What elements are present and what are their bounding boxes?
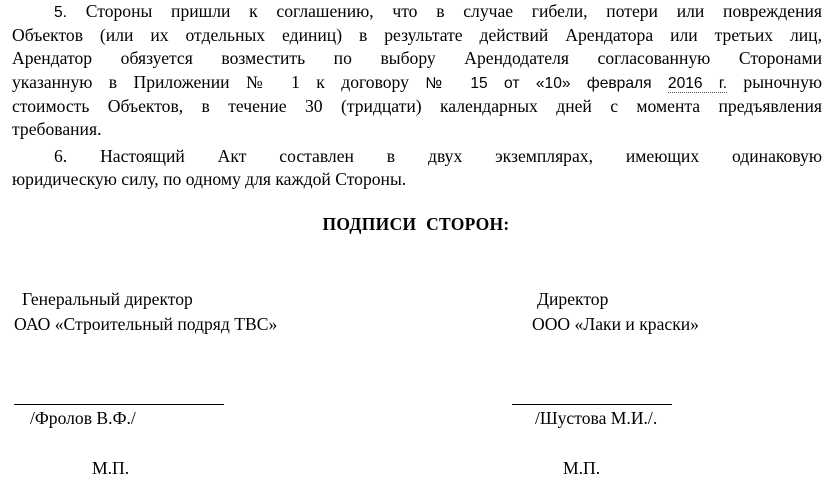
right-party-organization: ООО «Лаки и краски» — [532, 314, 699, 334]
right-seal-mark: М.П. — [563, 458, 601, 478]
paragraph-5-line-3: Арендатор обязуется возместить по выбору Арендодателя согласованную Сторонами — [12, 48, 822, 69]
signatures-heading: ПОДПИСИ СТОРОН: — [322, 214, 510, 234]
paragraph-number: 5. — [54, 4, 68, 21]
paragraph-5-line-5: стоимость Объектов, в течение 30 (тридцати) календарных дней с момента предъявления — [12, 95, 822, 116]
paragraph-5-text-4-pre: указанную в Приложении № 1 к договору — [12, 71, 426, 92]
paragraph-6-line-1: 6. Настоящий Акт составлен в двух экземплярах, имеющих одинаковую — [54, 146, 822, 166]
left-party-position: Генеральный директор — [22, 289, 193, 309]
right-signature-line — [512, 404, 672, 405]
paragraph-5-text-4-post: рыночную — [727, 71, 823, 92]
right-party-position: Директор — [537, 289, 609, 309]
right-signature-name: /Шустова М.И./. — [535, 408, 658, 428]
paragraph-5-line-1 — [12, 0, 822, 24]
contract-reference: № 15 от «10» февраля — [425, 74, 668, 92]
contract-year: 2016 г. — [667, 74, 728, 92]
paragraph-5 — [12, 0, 822, 141]
left-signature-line — [14, 404, 224, 405]
paragraph-6 — [12, 145, 822, 191]
paragraph-5-line-6: требования. — [12, 119, 102, 140]
left-party-organization: ОАО «Строительный подряд ТВС» — [14, 314, 278, 334]
paragraph-5-line-4 — [12, 71, 822, 95]
left-signature-name: /Фролов В.Ф./ — [30, 408, 136, 428]
paragraph-5-text-1: Стороны пришли к соглашению, что в случае гибели, потери или повреждения — [67, 1, 822, 21]
left-seal-mark: М.П. — [92, 458, 130, 478]
paragraph-5-line-2: Объектов (или их отдельных единиц) в результате действий Арендатора или третьих лиц, — [12, 25, 822, 46]
paragraph-6-line-2: юридическую силу, по одному для каждой Стороны. — [12, 169, 407, 190]
